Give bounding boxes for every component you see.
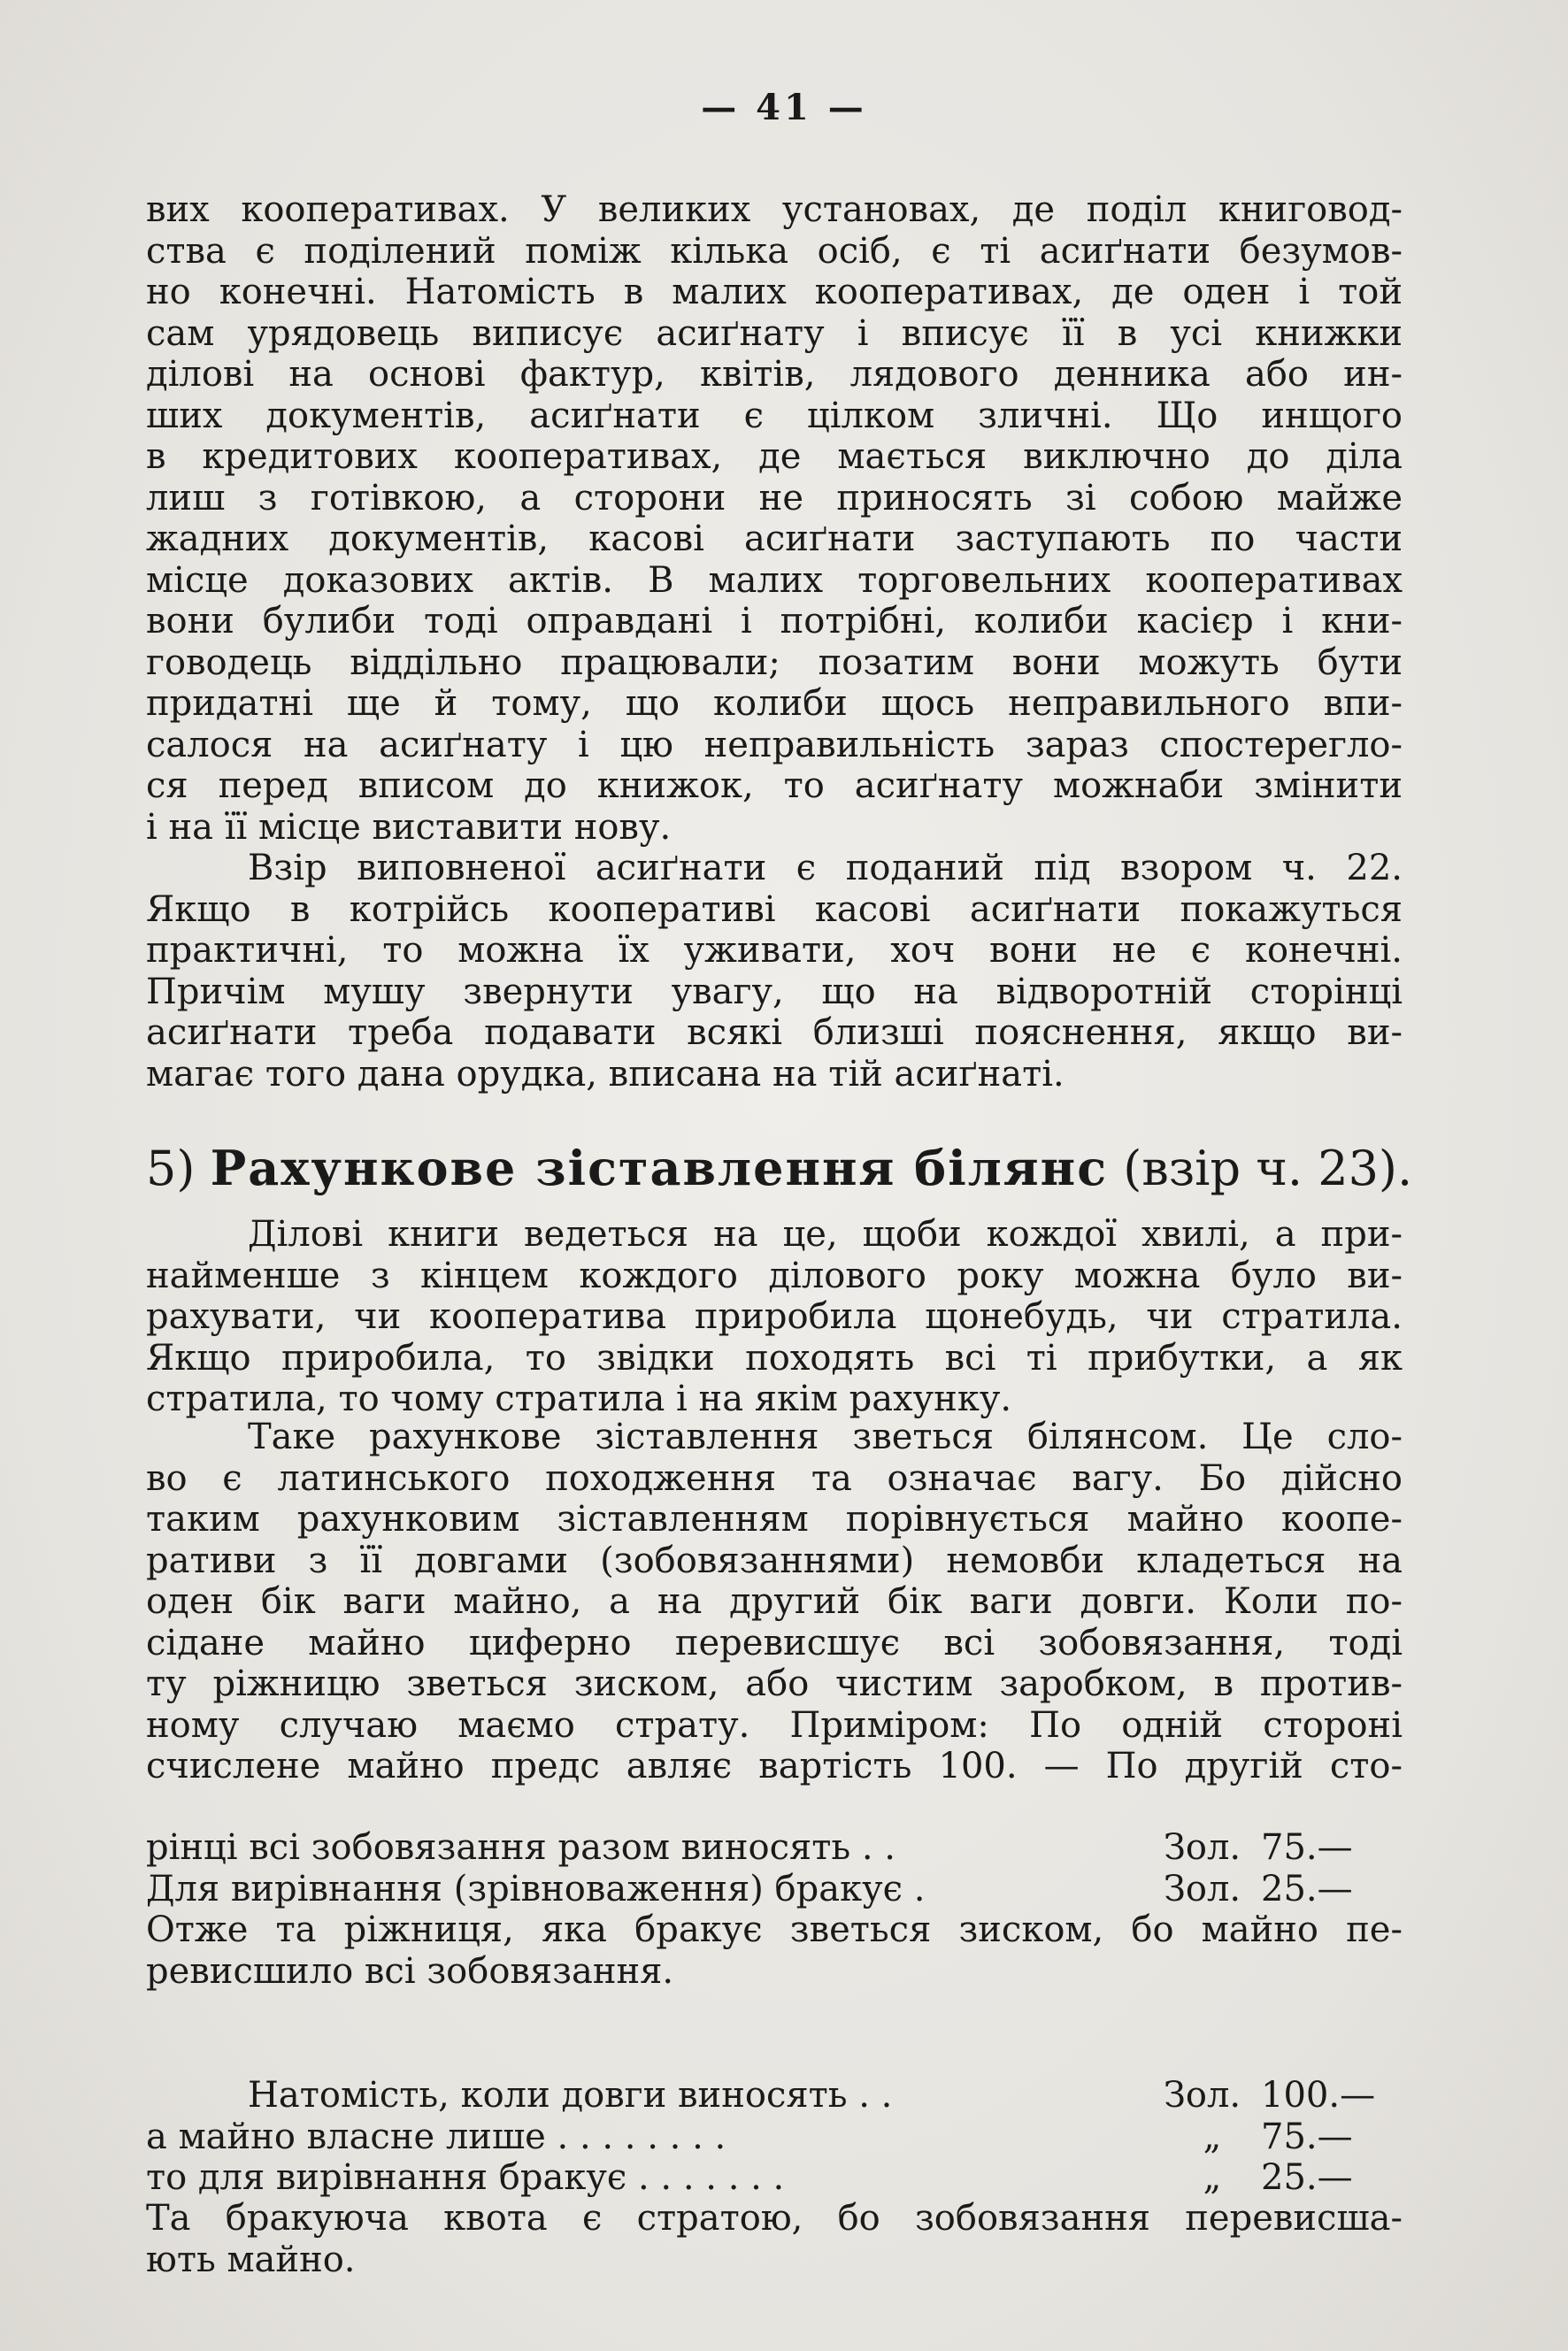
calculation-amount: 75.— bbox=[1261, 2116, 1353, 2157]
text-line: таким рахунковим зіставленням порівнується майно коопе- bbox=[146, 1499, 1403, 1540]
calculation-label: рінці всі зобовязання разом виносять . . bbox=[146, 1827, 895, 1868]
text-line: Отже та ріжниця, яка бракує зветься зиском, бо майно пе- bbox=[146, 1909, 1403, 1950]
section-reference: (взір ч. 23). bbox=[1123, 1141, 1413, 1196]
calculation-amount: 75.— bbox=[1261, 1827, 1353, 1868]
text-line: ства є поділений поміж кілька осіб, є ті асиґнати безумов- bbox=[146, 230, 1403, 272]
paragraph-6 bbox=[146, 2198, 1403, 2280]
text-line: сідане майно циферно перевисшує всі зобовязання, тоді bbox=[146, 1622, 1403, 1663]
calculation-amount: 25.— bbox=[1261, 2157, 1353, 2198]
text-line: ному случаю маємо страту. Приміром: По одній стороні bbox=[146, 1704, 1403, 1746]
text-line: Таке рахункове зіставлення зветься білянсом. Це сло- bbox=[248, 1417, 1403, 1457]
text-line: вони булиби тоді оправдані і потрібні, колиби касієр і кни- bbox=[146, 601, 1403, 642]
calculation-currency: Зол. bbox=[1164, 2075, 1241, 2116]
paragraph-4 bbox=[146, 1417, 1403, 1787]
text-line: Взір виповненої асиґнати є поданий під взором ч. 22. bbox=[248, 848, 1403, 888]
section-title: Рахункове зіставлення білянс bbox=[210, 1140, 1109, 1196]
text-line: в кредитових кооперативах, де мається виключно до діла bbox=[146, 436, 1403, 477]
text-line: придатні ще й тому, що колиби щось неправильного впи- bbox=[146, 683, 1403, 724]
text-line: сам урядовець виписує асиґнату і вписує її в усі книжки bbox=[146, 312, 1403, 354]
text-line: і на її місце виставити нову. bbox=[146, 806, 672, 848]
paragraph-2 bbox=[146, 848, 1403, 1095]
text-line: салося на асиґнату і цю неправильність зараз спостереглo- bbox=[146, 724, 1403, 765]
calculation-2 bbox=[146, 2075, 1403, 2199]
section-heading bbox=[146, 1140, 1413, 1196]
text-line: жадних документів, касові асиґнати заступають по части bbox=[146, 519, 1403, 559]
calculation-row bbox=[146, 1869, 1403, 1910]
calculation-currency: Зол. bbox=[1164, 1868, 1241, 1909]
calculation-row bbox=[146, 2075, 1403, 2117]
text-line: говодець віддільно працювали; позатим вони можуть бути bbox=[146, 642, 1403, 683]
calculation-row bbox=[146, 1827, 1403, 1869]
text-line: Ділові книги ведеться на це, щоби кождої хвилі, а при- bbox=[248, 1214, 1403, 1255]
calculation-row bbox=[146, 2117, 1403, 2158]
paragraph-1 bbox=[146, 189, 1403, 848]
text-line: рахувати, чи кооператива приробила щонебудь, чи стратила. bbox=[146, 1296, 1403, 1337]
calculation-1 bbox=[146, 1827, 1403, 1992]
calculation-label: Натомість, коли довги виносять . . bbox=[248, 2075, 893, 2116]
text-line: місце доказових актів. В малих торговельних кооперативах bbox=[146, 559, 1403, 601]
calculation-currency: „ bbox=[1203, 2157, 1222, 2198]
text-line: асиґнати треба подавати всякі близші пояснення, якщо ви- bbox=[146, 1012, 1403, 1053]
text-line: вих кооперативах. У великих установах, де поділ книговод- bbox=[146, 189, 1403, 230]
text-line: ділові на основі фактур, квітів, лядового денника або ин- bbox=[146, 354, 1403, 395]
calculation-label: то для вирівнання бракує . . . . . . . bbox=[146, 2157, 785, 2198]
text-line: во є латинського походження та означає вагу. Бо дійсно bbox=[146, 1457, 1403, 1499]
text-line: ративи з її довгами (зобовязаннями) немовби кладеться на bbox=[146, 1540, 1403, 1581]
paragraph-3 bbox=[146, 1214, 1403, 1420]
calculation-currency: Зол. bbox=[1164, 1827, 1241, 1868]
text-line: ють майно. bbox=[146, 2239, 356, 2280]
text-line: ся перед вписом до книжок, то асиґнату можнаби змінити bbox=[146, 765, 1403, 806]
text-line: практичні, то можна їх уживати, хоч вони не є конечні. bbox=[146, 930, 1403, 971]
text-line: ревисшило всі зобовязання. bbox=[146, 1950, 674, 1992]
text-line: но конечні. Натомість в малих кооперативах, де оден і той bbox=[146, 272, 1403, 312]
text-line: ших документів, асиґнати є цілком зличні. Що инщого bbox=[146, 395, 1403, 436]
text-line: Та бракуюча квота є стратою, бо зобовязання перевисша- bbox=[146, 2198, 1403, 2239]
text-line: стратила, то чому стратила і на якім рахунку. bbox=[146, 1379, 1012, 1419]
text-line: Причім мушу звернути увагу, що на відворотній сторінці bbox=[146, 971, 1403, 1012]
text-line: Якщо приробила, то звідки походять всі ті прибутки, а як bbox=[146, 1337, 1403, 1379]
calculation-amount: 25.— bbox=[1261, 1868, 1353, 1909]
calculation-label: Для вирівнання (зрівноваження) бракує . bbox=[146, 1868, 926, 1909]
section-number: 5) bbox=[146, 1141, 196, 1196]
text-line: магає того дана орудка, вписана на тій асиґнаті. bbox=[146, 1053, 1065, 1095]
text-line: найменше з кінцем кождого ділового року можна було ви- bbox=[146, 1255, 1403, 1296]
calculation-amount: 100.— bbox=[1261, 2075, 1376, 2116]
page-number: — 41 — bbox=[701, 87, 867, 128]
text-line: оден бік ваги майно, а на другий бік ваги довги. Коли по- bbox=[146, 1581, 1403, 1622]
calculation-label: а майно власне лише . . . . . . . . bbox=[146, 2116, 726, 2157]
text-line: счислене майно предс авляє вартість 100. — По другій сто- bbox=[146, 1746, 1403, 1786]
text-line: ту ріжницю зветься зиском, або чистим заробком, в против- bbox=[146, 1663, 1403, 1704]
text-line: Якщо в котрійсь кооперативі касові асиґнати покажуться bbox=[146, 888, 1403, 930]
text-line: лиш з готівкою, а сторони не приносять зі собою майже bbox=[146, 477, 1403, 519]
calculation-currency: „ bbox=[1203, 2116, 1222, 2157]
calculation-row bbox=[146, 2157, 1403, 2199]
